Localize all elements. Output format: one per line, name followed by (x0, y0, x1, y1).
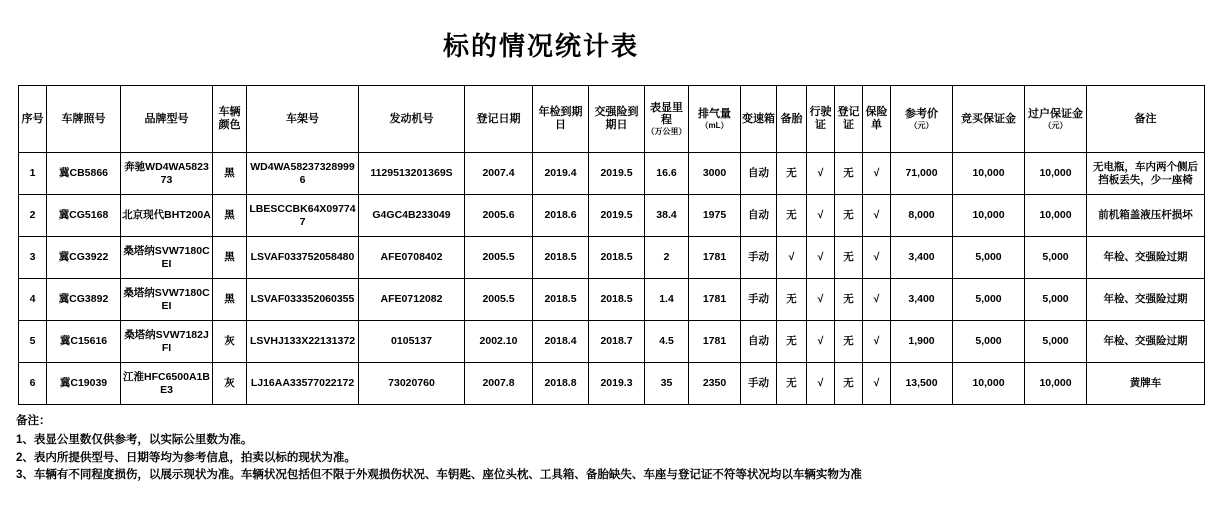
cell-transfer-deposit: 10,000 (1025, 363, 1087, 405)
cell-spare-tire: 无 (777, 363, 807, 405)
cell-vin: LBESCCBK64X097747 (247, 195, 359, 237)
cell-inspection: 2018.6 (533, 195, 589, 237)
col-header-displacement: 排气量 （mL） (689, 86, 741, 153)
cell-engine: 73020760 (359, 363, 465, 405)
cell-traffic: 2018.5 (589, 237, 645, 279)
col-header-vin: 车架号 (247, 86, 359, 153)
cell-inspection: 2019.4 (533, 153, 589, 195)
table-row (19, 153, 1205, 195)
cell-vin: LSVHJ133X22131372 (247, 321, 359, 363)
cell-transmission: 手动 (741, 237, 777, 279)
cell-bid-deposit: 10,000 (953, 363, 1025, 405)
cell-transfer-deposit: 5,000 (1025, 279, 1087, 321)
cell-plate: 冀CG3922 (47, 237, 121, 279)
cell-driving-license: √ (807, 237, 835, 279)
cell-driving-license: √ (807, 363, 835, 405)
cell-brand: 桑塔纳SVW7182JFI (121, 321, 213, 363)
cell-regdate: 2007.4 (465, 153, 533, 195)
notes-section (0, 405, 1082, 485)
cell-seq: 5 (19, 321, 47, 363)
cell-color: 黑 (213, 195, 247, 237)
cell-seq: 1 (19, 153, 47, 195)
cell-reference-price: 71,000 (891, 153, 953, 195)
col-header-transfer-deposit: 过户保证金 （元） (1025, 86, 1087, 153)
col-header-transmission: 变速箱 (741, 86, 777, 153)
cell-traffic: 2018.7 (589, 321, 645, 363)
col-header-traffic: 交强险到期日 (589, 86, 645, 153)
cell-transmission: 自动 (741, 153, 777, 195)
table-row (19, 321, 1205, 363)
cell-brand: 江淮HFC6500A1BE3 (121, 363, 213, 405)
cell-driving-license: √ (807, 321, 835, 363)
cell-reference-price: 8,000 (891, 195, 953, 237)
cell-transmission: 手动 (741, 363, 777, 405)
cell-mileage: 38.4 (645, 195, 689, 237)
cell-remark: 年检、交强险过期 (1087, 279, 1205, 321)
note-line-3: 3、车辆有不同程度损伤，以展示现状为准。车辆状况包括但不限于外观损伤状况、车钥匙、座位头枕、工具箱、备胎缺失、车座与登记证不符等状况均以车辆实物为准 (16, 469, 862, 482)
cell-plate: 冀C19039 (47, 363, 121, 405)
cell-traffic: 2019.5 (589, 195, 645, 237)
cell-engine: AFE0712082 (359, 279, 465, 321)
col-header-spare-tire: 备胎 (777, 86, 807, 153)
cell-regdate: 2007.8 (465, 363, 533, 405)
cell-registration-cert: 无 (835, 237, 863, 279)
cell-plate: 冀C15616 (47, 321, 121, 363)
cell-displacement: 1781 (689, 237, 741, 279)
col-header-inspection: 年检到期日 (533, 86, 589, 153)
cell-driving-license: √ (807, 195, 835, 237)
cell-displacement: 2350 (689, 363, 741, 405)
cell-inspection: 2018.8 (533, 363, 589, 405)
cell-traffic: 2019.5 (589, 153, 645, 195)
cell-spare-tire: 无 (777, 321, 807, 363)
cell-reference-price: 1,900 (891, 321, 953, 363)
cell-spare-tire: 无 (777, 195, 807, 237)
table-header-row (19, 86, 1205, 153)
col-header-seq: 序号 (19, 86, 47, 153)
cell-engine: AFE0708402 (359, 237, 465, 279)
cell-displacement: 1781 (689, 321, 741, 363)
col-header-plate: 车牌照号 (47, 86, 121, 153)
cell-mileage: 4.5 (645, 321, 689, 363)
cell-engine: 1129513201369S (359, 153, 465, 195)
cell-brand: 桑塔纳SVW7180CEI (121, 237, 213, 279)
col-header-registration-cert: 登记证 (835, 86, 863, 153)
cell-spare-tire: 无 (777, 153, 807, 195)
cell-vin: WD4WA582373289996 (247, 153, 359, 195)
cell-bid-deposit: 5,000 (953, 279, 1025, 321)
table-row (19, 363, 1205, 405)
cell-vin: LSVAF033352060355 (247, 279, 359, 321)
notes-heading: 备注： (16, 415, 51, 427)
cell-vin: LSVAF033752058480 (247, 237, 359, 279)
cell-vin: LJ16AA33577022172 (247, 363, 359, 405)
note-line-1: 1、表显公里数仅供参考，以实际公里数为准。 (16, 433, 253, 446)
cell-transmission: 自动 (741, 195, 777, 237)
cell-displacement: 3000 (689, 153, 741, 195)
note-line-2: 2、表内所提供型号、日期等均为参考信息，拍卖以标的现状为准。 (16, 451, 356, 464)
cell-inspection: 2018.5 (533, 237, 589, 279)
cell-spare-tire: √ (777, 237, 807, 279)
cell-displacement: 1781 (689, 279, 741, 321)
cell-registration-cert: 无 (835, 195, 863, 237)
cell-engine: G4GC4B233049 (359, 195, 465, 237)
col-header-bid-deposit: 竞买保证金 (953, 86, 1025, 153)
cell-color: 灰 (213, 363, 247, 405)
cell-inspection: 2018.4 (533, 321, 589, 363)
cell-regdate: 2005.5 (465, 279, 533, 321)
cell-registration-cert: 无 (835, 153, 863, 195)
cell-color: 黑 (213, 237, 247, 279)
cell-driving-license: √ (807, 279, 835, 321)
cell-color: 灰 (213, 321, 247, 363)
cell-bid-deposit: 5,000 (953, 237, 1025, 279)
cell-regdate: 2005.6 (465, 195, 533, 237)
cell-insurance: √ (863, 363, 891, 405)
cell-insurance: √ (863, 195, 891, 237)
cell-transmission: 手动 (741, 279, 777, 321)
cell-registration-cert: 无 (835, 321, 863, 363)
cell-transfer-deposit: 5,000 (1025, 321, 1087, 363)
table-row (19, 237, 1205, 279)
cell-remark: 年检、交强险过期 (1087, 237, 1205, 279)
cell-brand: 北京现代BHT200A (121, 195, 213, 237)
table-row (19, 195, 1205, 237)
cell-insurance: √ (863, 153, 891, 195)
col-header-reference-price: 参考价 （元） (891, 86, 953, 153)
table-body (19, 153, 1205, 405)
cell-insurance: √ (863, 237, 891, 279)
col-header-brand: 品牌型号 (121, 86, 213, 153)
cell-remark: 前机箱盖液压杆损坏 (1087, 195, 1205, 237)
table-row (19, 279, 1205, 321)
cell-remark: 无电瓶，车内两个侧后挡板丢失，少一座椅 (1087, 153, 1205, 195)
cell-regdate: 2002.10 (465, 321, 533, 363)
cell-transmission: 自动 (741, 321, 777, 363)
cell-brand: 奔驰WD4WA582373 (121, 153, 213, 195)
cell-traffic: 2019.3 (589, 363, 645, 405)
cell-seq: 6 (19, 363, 47, 405)
cell-mileage: 35 (645, 363, 689, 405)
cell-seq: 3 (19, 237, 47, 279)
vehicle-table (18, 85, 1205, 405)
cell-engine: 0105137 (359, 321, 465, 363)
cell-insurance: √ (863, 321, 891, 363)
cell-mileage: 1.4 (645, 279, 689, 321)
col-header-engine: 发动机号 (359, 86, 465, 153)
col-header-mileage: 表显里程 （万公里） (645, 86, 689, 153)
col-header-insurance: 保险单 (863, 86, 891, 153)
cell-plate: 冀CB5866 (47, 153, 121, 195)
cell-insurance: √ (863, 279, 891, 321)
document-page (0, 26, 1198, 507)
cell-registration-cert: 无 (835, 363, 863, 405)
cell-seq: 2 (19, 195, 47, 237)
cell-inspection: 2018.5 (533, 279, 589, 321)
cell-mileage: 2 (645, 237, 689, 279)
cell-brand: 桑塔纳SVW7180CEI (121, 279, 213, 321)
cell-reference-price: 3,400 (891, 279, 953, 321)
cell-transfer-deposit: 5,000 (1025, 237, 1087, 279)
cell-remark: 年检、交强险过期 (1087, 321, 1205, 363)
page-title: 标的情况统计表 (442, 32, 639, 61)
cell-bid-deposit: 5,000 (953, 321, 1025, 363)
cell-traffic: 2018.5 (589, 279, 645, 321)
cell-color: 黑 (213, 279, 247, 321)
cell-transfer-deposit: 10,000 (1025, 195, 1087, 237)
cell-spare-tire: 无 (777, 279, 807, 321)
cell-regdate: 2005.5 (465, 237, 533, 279)
cell-reference-price: 3,400 (891, 237, 953, 279)
cell-mileage: 16.6 (645, 153, 689, 195)
cell-registration-cert: 无 (835, 279, 863, 321)
cell-color: 黑 (213, 153, 247, 195)
table-container (0, 85, 1198, 405)
cell-driving-license: √ (807, 153, 835, 195)
cell-plate: 冀CG5168 (47, 195, 121, 237)
col-header-remark: 备注 (1087, 86, 1205, 153)
col-header-color: 车辆颜色 (213, 86, 247, 153)
cell-displacement: 1975 (689, 195, 741, 237)
cell-seq: 4 (19, 279, 47, 321)
cell-remark: 黄牌车 (1087, 363, 1205, 405)
cell-bid-deposit: 10,000 (953, 153, 1025, 195)
col-header-regdate: 登记日期 (465, 86, 533, 153)
cell-reference-price: 13,500 (891, 363, 953, 405)
cell-plate: 冀CG3892 (47, 279, 121, 321)
cell-transfer-deposit: 10,000 (1025, 153, 1087, 195)
cell-bid-deposit: 10,000 (953, 195, 1025, 237)
col-header-driving-license: 行驶证 (807, 86, 835, 153)
